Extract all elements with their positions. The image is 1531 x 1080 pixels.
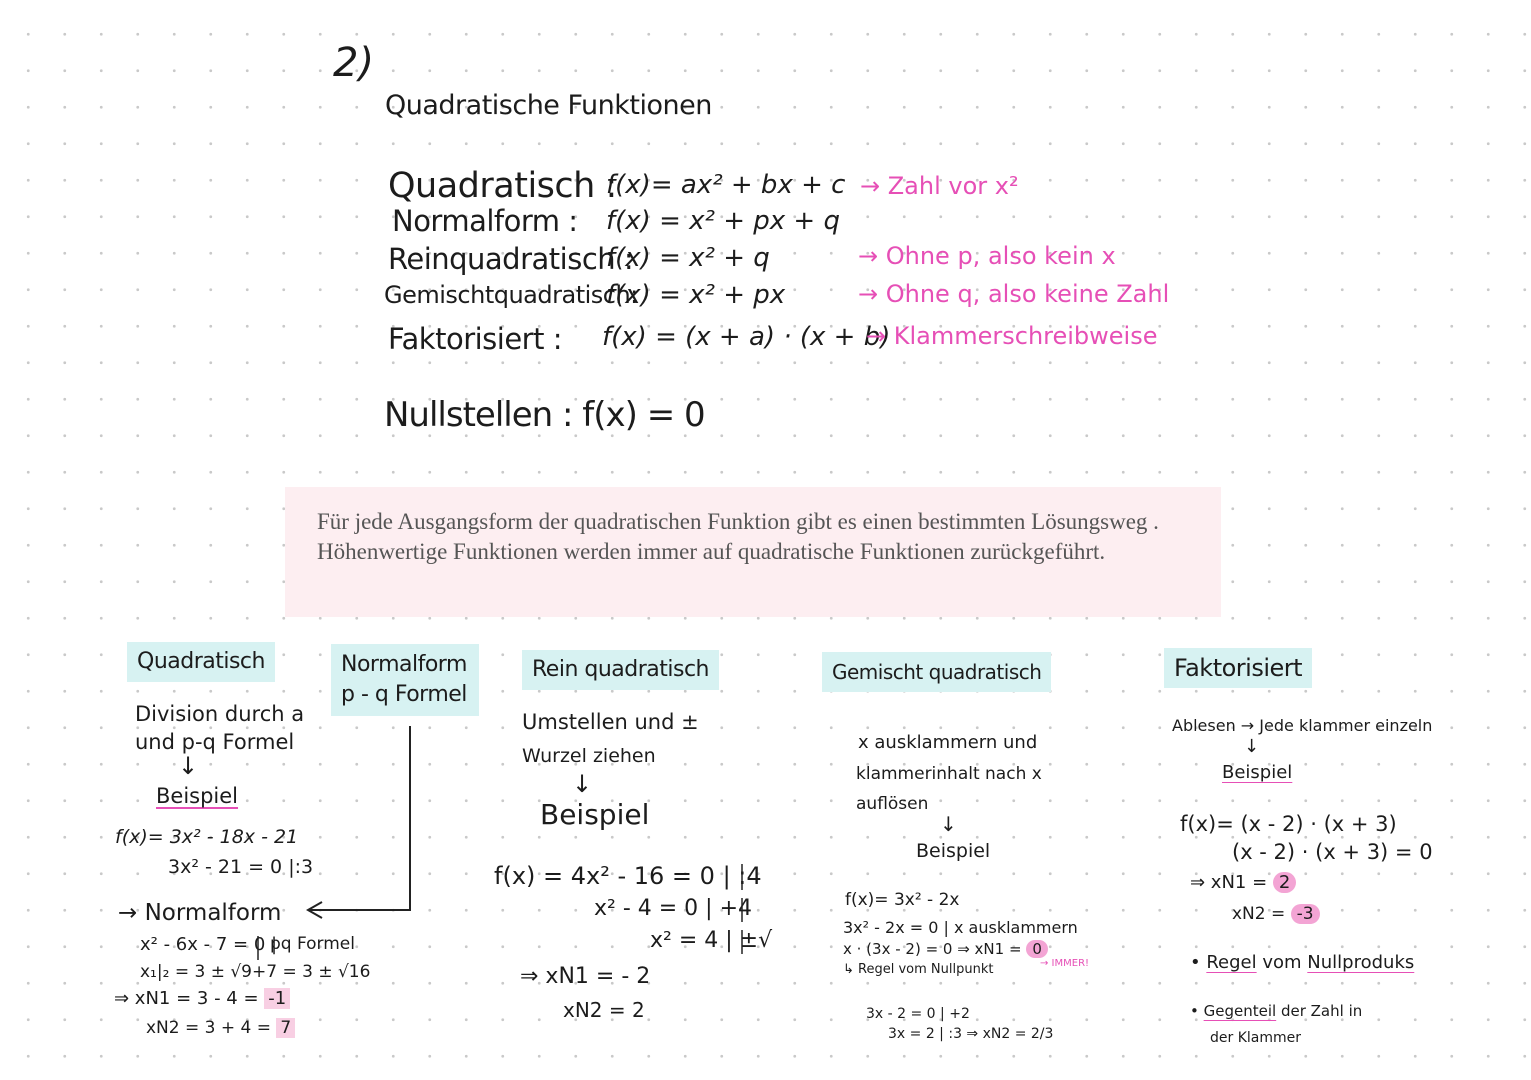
result-highlight: 0	[1026, 940, 1048, 958]
category-header-faktorisiert: Faktorisiert	[1164, 648, 1312, 688]
arrow-down-icon: ↓	[178, 752, 199, 780]
step-aufloesen: auflösen	[856, 794, 929, 814]
bullet-regel: • Regel vom Nullproduks	[1190, 952, 1415, 973]
category-header-quadratisch: Quadratisch	[127, 642, 275, 682]
form-note-faktor: → Klammerschreibweise	[866, 322, 1158, 350]
nullstellen-definition: Nullstellen : f(x) = 0	[384, 395, 705, 435]
form-label-rein: Reinquadratisch :	[388, 242, 634, 276]
beispiel-label: Beispiel	[916, 840, 991, 862]
arrow-down-icon: ↓	[1244, 736, 1260, 757]
page-title: Quadratische Funktionen	[385, 90, 712, 121]
normalform-label: → Normalform	[118, 900, 282, 926]
category-header-rein: Rein quadratisch	[522, 650, 719, 690]
form-expr-rein: f(x) = x² + q	[606, 243, 770, 273]
example-line-2: 3x² - 2x = 0 | x ausklammern	[843, 918, 1078, 937]
step-division: Division durch a	[135, 702, 305, 726]
beispiel-label: Beispiel	[540, 798, 650, 831]
example-line-3: x² = 4 | ±√	[650, 928, 773, 953]
example-line-1: f(x)= 3x² - 2x	[845, 890, 960, 910]
form-note-gemischt: → Ohne q, also keine Zahl	[858, 280, 1170, 308]
step-klammerinhalt: klammerinhalt nach x	[856, 764, 1042, 784]
example-line-1: f(x)= 3x² - 18x - 21	[115, 826, 299, 848]
step-ausklammern: x ausklammern und	[858, 732, 1038, 753]
example-line-6: xN2 = 3 + 4 = 7	[146, 1018, 295, 1038]
example-line-4: ⇒ xN1 = - 2	[520, 964, 651, 989]
form-expr-quadratisch: f(x)= ax² + bx + c	[606, 170, 846, 200]
form-expr-normalform: f(x) = x² + px + q	[606, 206, 840, 236]
info-text: Für jede Ausgangsform der quadratischen Funktion gibt es einen bestimmten Lösungsweg . Höhenwertige Funktionen werden immer auf quadratische Funktionen zurückgeführt.	[317, 509, 1159, 564]
example-line-1: f(x) = 4x² - 16 = 0 | :4	[494, 862, 762, 890]
bullet-icon: •	[1190, 1002, 1204, 1020]
step-pq-formel: und p-q Formel	[135, 730, 295, 754]
result-highlight: -3	[1291, 904, 1320, 924]
example-line-5: 3x - 2 = 0 | +2	[866, 1006, 970, 1022]
pq-formel-label: pq Formel	[270, 934, 355, 954]
example-line-5: xN2 = 2	[563, 998, 645, 1022]
example-line-2: (x - 2) · (x + 3) = 0	[1232, 840, 1433, 864]
category-header-gemischt: Gemischt quadratisch	[822, 652, 1051, 692]
form-note-rein: → Ohne p, also kein x	[858, 242, 1116, 270]
immer-note: → IMMER!	[1040, 958, 1090, 969]
example-line-1: f(x)= (x - 2) · (x + 3)	[1180, 812, 1397, 836]
example-line-3: ⇒ xN1 = 2	[1190, 872, 1296, 893]
example-line-6: 3x = 2 | :3 ⇒ xN2 = 2/3	[888, 1026, 1054, 1042]
example-line-3: x · (3x - 2) = 0 ⇒ xN1 = 0	[843, 940, 1048, 958]
bullet-icon: •	[1190, 952, 1207, 973]
category-header-normalform: Normalform p - q Formel	[331, 644, 479, 716]
result-highlight: 2	[1273, 872, 1296, 893]
bullet-gegenteil: • Gegenteil der Zahl in	[1190, 1002, 1363, 1020]
example-line-2: 3x² - 21 = 0 |:3	[168, 856, 314, 878]
arrow-down-icon: ↓	[940, 812, 957, 836]
form-label-quadratisch: Quadratisch :	[388, 166, 617, 206]
result-highlight: 7	[276, 1018, 295, 1038]
form-label-normalform: Normalform :	[392, 204, 578, 238]
step-umstellen: Umstellen und ±	[522, 710, 699, 734]
beispiel-label: Beispiel	[156, 784, 239, 808]
bullet-gegenteil-cont: der Klammer	[1210, 1030, 1301, 1046]
example-line-4: ↳ Regel vom Nullpunkt	[843, 962, 994, 977]
step-wurzel: Wurzel ziehen	[522, 745, 656, 767]
example-line-4: x₁|₂ = 3 ± √9+7 = 3 ± √16	[140, 962, 371, 982]
form-label-gemischt: Gemischtquadratisch:	[384, 281, 638, 309]
form-note-quadratisch: → Zahl vor x²	[860, 172, 1019, 200]
form-expr-gemischt: f(x) = x² + px	[606, 280, 786, 310]
example-line-3: x² - 6x - 7 = 0 |	[140, 934, 278, 955]
result-highlight: -1	[264, 988, 290, 1009]
form-label-faktor: Faktorisiert :	[388, 322, 562, 356]
step-ablesen: Ablesen → Jede klammer einzeln	[1172, 716, 1433, 735]
example-line-4: xN2 = -3	[1232, 904, 1320, 924]
beispiel-label: Beispiel	[1222, 762, 1293, 783]
example-line-5: ⇒ xN1 = 3 - 4 = -1	[114, 988, 290, 1009]
example-line-2: x² - 4 = 0 | +4	[594, 896, 753, 921]
form-expr-faktor: f(x) = (x + a) · (x + b)	[602, 322, 891, 352]
info-box	[285, 487, 1221, 617]
chapter-number: 2)	[333, 40, 375, 86]
arrow-down-icon: ↓	[572, 770, 593, 798]
